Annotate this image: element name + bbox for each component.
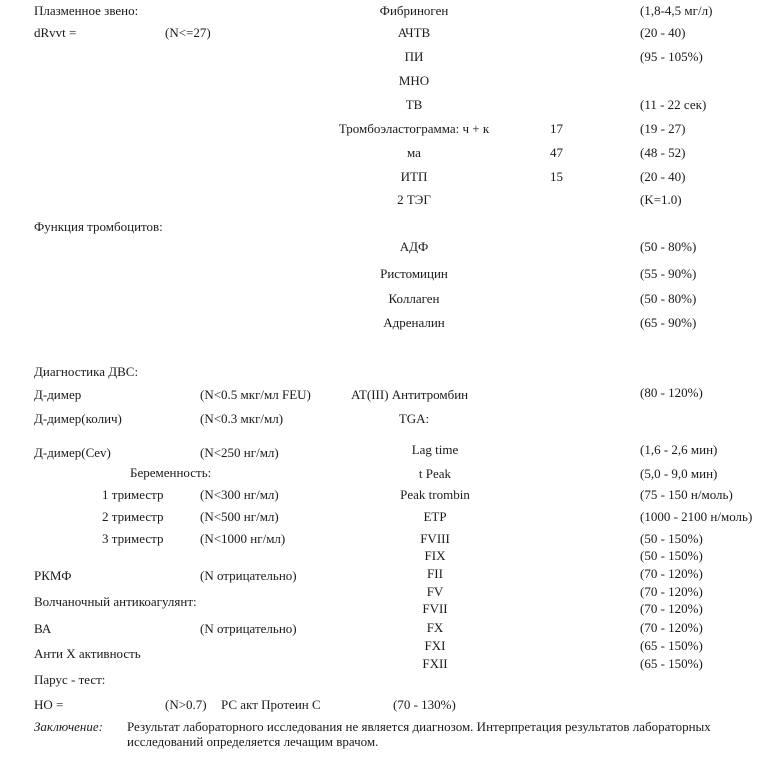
plasma-section-header: Плазменное звено: [34,3,139,18]
itp-ref: (20 - 40) [640,169,686,184]
antithrombin-label: AT(III) Антитромбин [351,387,469,402]
pi-label: ПИ [404,49,424,64]
fx-label: FX [426,620,444,635]
fv-label: FV [426,584,444,599]
lag-time-ref: (1,6 - 2,6 мин) [640,442,718,457]
collagen-ref: (50 - 80%) [640,291,697,306]
achtv-label: АЧТВ [397,25,431,40]
peak-trombin-ref: (75 - 150 н/моль) [640,487,733,502]
rc-protein-c-label: РС акт Протеин С [221,697,321,712]
adrenalin-ref: (65 - 90%) [640,315,697,330]
fx-ref: (70 - 120%) [640,620,703,635]
fviii-label: FVIII [420,531,450,546]
lupus-anticoagulant-label: Волчаночный антикоагулянт: [34,594,197,609]
conclusion-label: Заключение: [34,719,103,734]
tv-ref: (11 - 22 сек) [640,97,707,112]
fibrinogen-ref: (1,8-4,5 мг/л) [640,3,713,18]
drvvt-norm: (N<=27) [165,25,211,40]
ho-norm: (N>0.7) [165,697,207,712]
fxi-ref: (65 - 150%) [640,638,703,653]
ma-value: 47 [550,145,563,160]
adf-ref: (50 - 80%) [640,239,697,254]
parus-test-label: Парус - тест: [34,672,106,687]
fvii-ref: (70 - 120%) [640,601,703,616]
fii-ref: (70 - 120%) [640,566,703,581]
adrenalin-label: Адреналин [383,315,445,330]
fxii-label: FXII [422,656,448,671]
ma-ref: (48 - 52) [640,145,686,160]
antithrombin-ref: (80 - 120%) [640,385,703,400]
t-peak-label: t Peak [418,466,452,481]
rc-protein-c-norm: (70 - 130%) [393,697,456,712]
ho-label: НО = [34,697,64,712]
ma-label: ма [407,145,421,160]
etp-label: ETP [423,509,447,524]
itp-label: ИТП [400,169,428,184]
etp-ref: (1000 - 2100 н/моль) [640,509,753,524]
itp-value: 15 [550,169,563,184]
ddimer-quant-label: Д-димер(колич) [34,411,122,426]
teg-value: 17 [550,121,563,136]
fibrinogen-label: Фибриноген [379,3,449,18]
teg2-ref: (K=1.0) [640,192,682,207]
platelet-section-header: Функция тромбоцитов: [34,219,163,234]
ddimer-label: Д-димер [34,387,82,402]
fv-ref: (70 - 120%) [640,584,703,599]
tv-label: ТВ [405,97,423,112]
collagen-label: Коллаген [388,291,440,306]
fvii-label: FVII [422,601,448,616]
pregnancy-label: Беременность: [130,465,212,480]
ddimer-norm: (N<0.5 мкг/мл FEU) [200,387,311,402]
anti-x-label: Анти Х активность [34,646,141,661]
teg-label: Тромбоэластограмма: ч + к [338,121,490,136]
t-peak-ref: (5,0 - 9,0 мин) [640,466,718,481]
dic-section-header: Диагностика ДВС: [34,364,139,379]
tga-label: TGA: [398,411,430,426]
lag-time-label: Lag time [411,442,459,457]
trimester-1-label: 1 триместр [102,487,164,502]
achtv-ref: (20 - 40) [640,25,686,40]
fviii-ref: (50 - 150%) [640,531,703,546]
trimester-1-norm: (N<300 нг/мл) [200,487,279,502]
fix-label: FIX [424,548,446,563]
fix-ref: (50 - 150%) [640,548,703,563]
trimester-3-norm: (N<1000 нг/мл) [200,531,286,546]
peak-trombin-label: Peak trombin [400,487,470,502]
trimester-2-norm: (N<500 нг/мл) [200,509,279,524]
fxi-label: FXI [424,638,446,653]
teg-ref: (19 - 27) [640,121,686,136]
rkmf-norm: (N отрицательно) [200,568,297,583]
drvvt-label: dRvvt = [34,25,77,40]
conclusion-text: Результат лабораторного исследования не является диагнозом. Интерпретация результатов лабораторных исследований определяется лечащим врачом. [127,719,711,749]
trimester-2-label: 2 триместр [102,509,164,524]
va-norm: (N отрицательно) [200,621,297,636]
ddimer-cev-norm: (N<250 нг/мл) [200,445,279,460]
rkmf-label: РКМФ [34,568,72,583]
ddimer-quant-norm: (N<0.3 мкг/мл) [200,411,284,426]
ristomycin-label: Ристомицин [380,266,448,281]
fii-label: FII [427,566,443,581]
ristomycin-ref: (55 - 90%) [640,266,697,281]
mno-label: МНО [398,73,430,88]
adf-label: АДФ [399,239,429,254]
trimester-3-label: 3 триместр [102,531,164,546]
pi-ref: (95 - 105%) [640,49,703,64]
fxii-ref: (65 - 150%) [640,656,703,671]
teg2-label: 2 ТЭГ [397,192,431,207]
ddimer-cev-label: Д-димер(Cev) [34,445,111,460]
va-label: ВА [34,621,52,636]
